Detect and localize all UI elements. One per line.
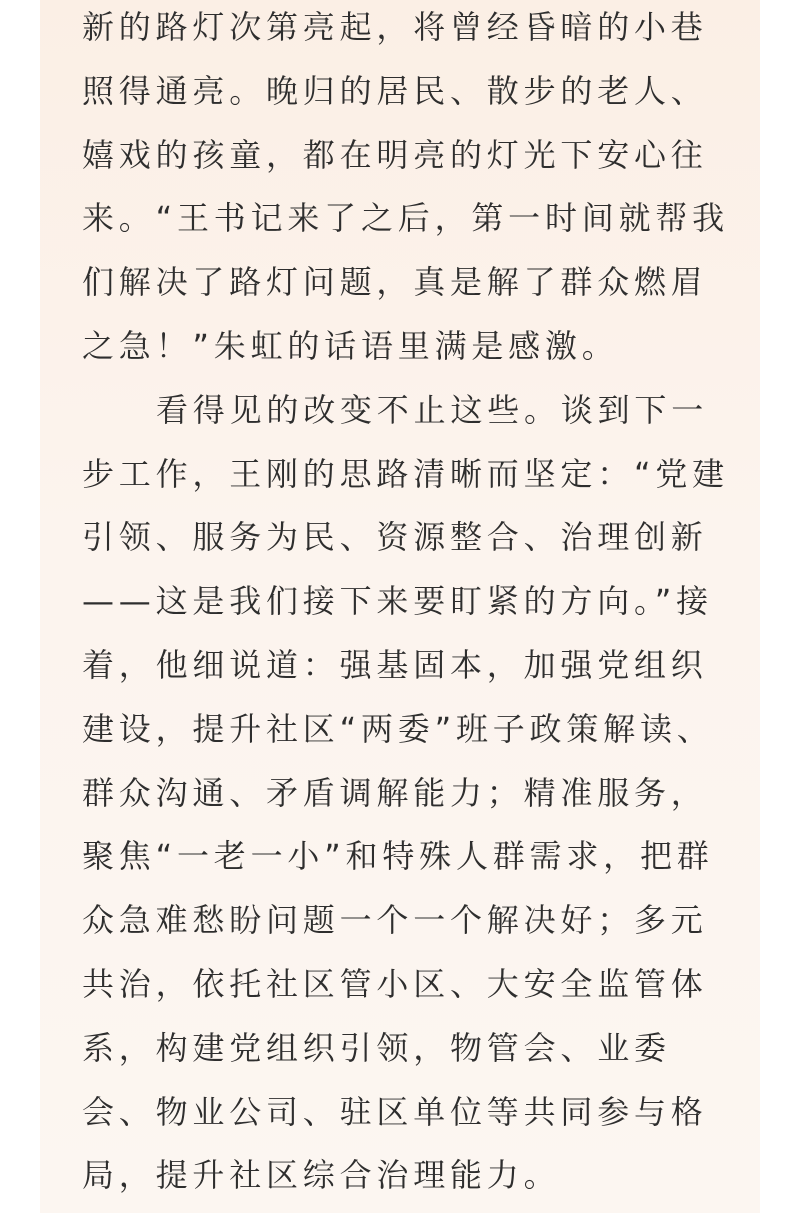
article-body	[82, 0, 729, 1208]
text-line: 嬉戏的孩童，都在明亮的灯光下安心往	[82, 135, 708, 174]
text-line: 照得通亮。晚归的居民、散步的老人、	[82, 71, 708, 110]
text-line: 引领、服务为民、资源整合、治理创新	[82, 518, 708, 557]
text-line: ——这是我们接下来要盯紧的方向。”接	[82, 582, 713, 621]
text-line: 众急难愁盼问题一个一个解决好；多元	[82, 901, 708, 940]
text-line: 着，他细说道：强基固本，加强党组织	[82, 645, 708, 684]
text-line: 群众沟通、矛盾调解能力；精准服务，	[82, 773, 708, 812]
article-panel	[40, 0, 760, 1213]
text-line: 步工作，王刚的思路清晰而坚定：“党建	[82, 454, 729, 493]
text-line: 共治，依托社区管小区、大安全监管体	[82, 964, 708, 1003]
text-line: 们解决了路灯问题，真是解了群众燃眉	[82, 263, 708, 302]
text-line: 系，构建党组织引领，物管会、业委	[82, 1028, 671, 1067]
text-line: 建设，提升社区“两委”班子政策解读、	[82, 709, 714, 748]
text-line: 看得见的改变不止这些。谈到下一	[156, 390, 709, 429]
text-line: 局，提升社区综合治理能力。	[82, 1156, 561, 1195]
text-line: 会、物业公司、驻区单位等共同参与格	[82, 1092, 708, 1131]
text-line: 来。“王书记来了之后，第一时间就帮我	[82, 199, 729, 238]
paragraph-2	[82, 379, 729, 1208]
text-line: 聚焦“一老一小”和特殊人群需求，把群	[82, 837, 714, 876]
text-line: 新的路灯次第亮起，将曾经昏暗的小巷	[82, 8, 708, 46]
text-line: 之急！”朱虹的话语里满是感激。	[82, 326, 619, 365]
paragraph-1	[82, 0, 729, 379]
